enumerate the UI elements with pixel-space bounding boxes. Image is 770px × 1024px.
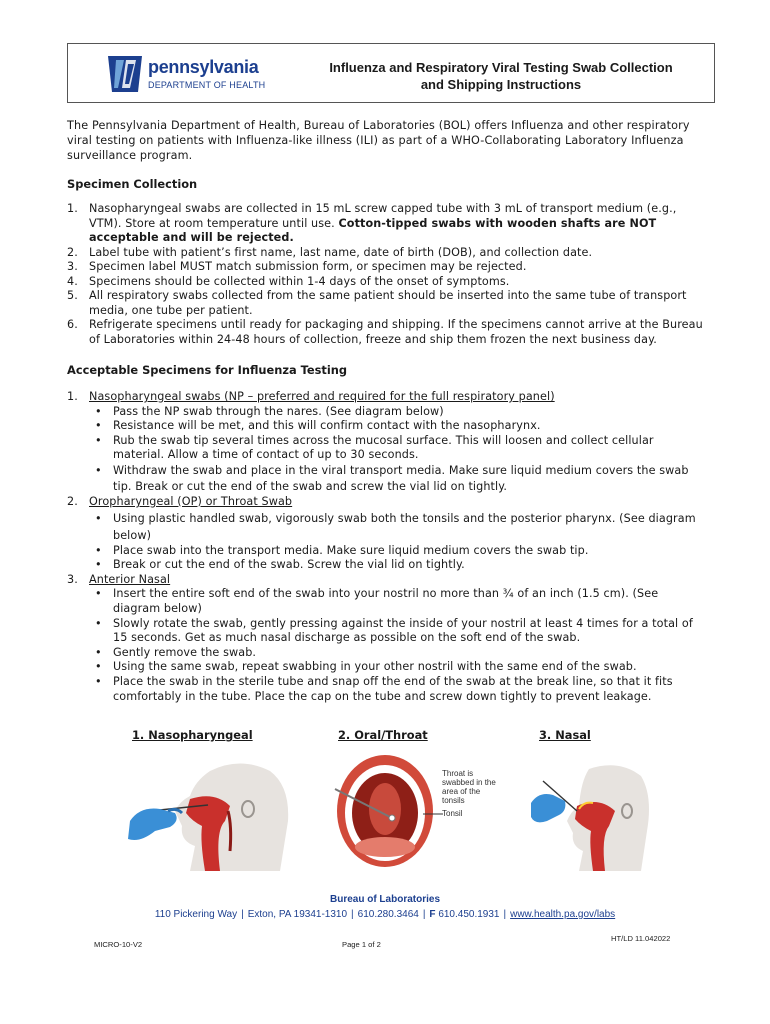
np-swab-illustration	[120, 751, 310, 871]
acceptable-specimens-heading: Acceptable Specimens for Influenza Testing	[67, 363, 348, 377]
revision-code: HT/LD 11.042022	[611, 934, 671, 943]
nasal-section: 3. Anterior Nasal • Insert the entire soft end of the swab into your nostril no more than ¾ of an inch (1.5 cm). (See diagram below) • Slowly rotate the swab, gently pressing against the inside of your nostril at least 4 times for a total of 15 seconds. Get as much nasal discharge as possible on the soft end of the swab. • Gently remove the swab. • Using the same swab, repeat swabbing in your other nostril with the same end of the swab. • Place the swab in the sterile tube and snap off the end of the swab at the break line, so that it fits comfortably in the tube. Place the cap on the tube and screw down tightly to prevent leakage.	[67, 573, 707, 704]
list-item: • Gently remove the swab.	[95, 645, 257, 659]
diagram-nasal	[523, 723, 651, 873]
op-section-title: Oropharyngeal (OP) or Throat Swab	[89, 494, 293, 508]
footer-fax: 610.450.1931	[438, 909, 500, 920]
diagram-heading: 3. Nasal	[539, 728, 591, 742]
title-line-2: and Shipping Instructions	[420, 77, 582, 92]
list-item: • Rub the swab tip several times across the mucosal surface. This will loosen and collect cellular material. Allow a time of contact of up to 30 seconds.	[95, 433, 654, 462]
footer-website-link[interactable]: www.health.pa.gov/labs	[510, 909, 616, 920]
op-section: 2. Oropharyngeal (OP) or Throat Swab • Using plastic handled swab, vigorously swab both the tonsils and the posterior pharynx. (See diagram below) • Place swab into the transport media. Make sure liquid medium covers the swab tip. • Break or cut the end of the swab. Screw the vial lid on tightly.	[67, 495, 707, 573]
footer-organization: Bureau of Laboratories	[329, 894, 441, 905]
np-section: 1. Nasopharyngeal swabs (NP – preferred and required for the full respiratory panel) • Pass the NP swab through the nares. (See diagram below) • Resistance will be met, and this will confirm contact with the nasopharynx. • Rub the swab tip several times across the mucosal surface. This will loosen and collect cellular material. Allow a time of contact of up to 30 seconds. • Withdraw the swab and place in the viral transport media. Make sure liquid medium covers the swab tip. Break or cut the end of the swab and screw the vial lid on tightly.	[67, 390, 707, 495]
footer-city: Exton, PA 19341-1310	[247, 909, 348, 920]
list-item: • Place swab into the transport media. Make sure liquid medium covers the swab tip.	[95, 543, 589, 557]
footer-contact: 110 Pickering Way | Exton, PA 19341-1310 | 610.280.3464 | F 610.450.1931 | www.health.pa.gov/labs	[154, 909, 616, 920]
diagram-nasopharyngeal	[118, 723, 318, 873]
tonsil-pointer-icon	[423, 809, 463, 819]
nasal-section-title: Anterior Nasal	[89, 572, 171, 586]
list-item: • Resistance will be met, and this will confirm contact with the nasopharynx.	[95, 419, 541, 433]
tonsil-label: Tonsil	[442, 809, 463, 818]
document-title	[296, 59, 706, 93]
footer-fax-label: F	[429, 909, 436, 920]
swab-diagrams	[118, 723, 651, 873]
form-id: MICRO-10-V2	[94, 940, 143, 949]
list-item: • Withdraw the swab and place in the viral transport media. Make sure liquid medium covers the swab tip. Break or cut the end of the swab and screw the vial lid on tightly.	[95, 463, 689, 493]
diagram-heading: 1. Nasopharyngeal	[132, 728, 253, 742]
list-item: 6. Refrigerate specimens until ready for packaging and shipping. If the specimens cannot arrive at the Bureau of Laboratories within 24-48 hours of collection, freeze and ship them frozen the next business day.	[67, 318, 703, 346]
diagram-heading: 2. Oral/Throat	[338, 728, 428, 742]
acceptable-specimens-list	[67, 390, 707, 704]
list-item: 1. Nasopharyngeal swabs are collected in 15 mL screw capped tube with 3 mL of transport medium (e.g., VTM). Store at room temperature until use. Cotton-tipped swabs with wooden shafts are NOT acceptable and will be rejected.	[67, 202, 677, 244]
list-item: 3. Specimen label MUST match submission form, or specimen may be rejected.	[67, 260, 527, 273]
list-item: • Place the swab in the sterile tube and snap off the end of the swab at the break line, so that it fits comfortably in the tube. Place the cap on the tube and screw down tightly to prevent leakage.	[95, 674, 673, 703]
list-item: 4. Specimens should be collected within 1-4 days of the onset of symptoms.	[67, 274, 510, 288]
diagram-oral-throat	[318, 723, 523, 873]
pa-doh-logo	[104, 54, 274, 94]
nasal-swab-illustration	[529, 751, 657, 871]
logo-wordmark: pennsylvania	[148, 57, 259, 77]
list-item: 2. Label tube with patient’s first name, last name, date of birth (DOB), and collection date.	[67, 245, 593, 259]
list-item: 5. All respiratory swabs collected from the same patient should be inserted into the same tube of transport media, one tube per patient.	[67, 289, 687, 317]
list-item: • Break or cut the end of the swab. Screw the vial lid on tightly.	[95, 558, 465, 572]
list-item: • Insert the entire soft end of the swab into your nostril no more than ¾ of an inch (1.5 cm). (See diagram below)	[95, 587, 659, 615]
intro-paragraph: The Pennsylvania Department of Health, Bureau of Laboratories (BOL) offers Influenza and other respiratory viral testing on patients with Influenza-like illness (ILI) as part of a WHO-Collaborating Laboratory Influenza surveillance program.	[67, 119, 690, 162]
np-section-title: Nasopharyngeal swabs (NP – preferred and required for the full respiratory panel)	[89, 390, 555, 403]
specimen-collection-heading: Specimen Collection	[67, 177, 198, 191]
footer-address: 110 Pickering Way	[154, 909, 238, 920]
page-number: Page 1 of 2	[342, 940, 381, 949]
logo-department: DEPARTMENT OF HEALTH	[148, 80, 266, 90]
keystone-icon	[104, 54, 146, 94]
list-item: • Pass the NP swab through the nares. (See diagram below)	[95, 404, 444, 418]
throat-note: Throat is swabbed in the area of the tonsils	[442, 769, 496, 805]
specimen-collection-list	[67, 202, 707, 347]
list-item: • Slowly rotate the swab, gently pressing against the inside of your nostril at least 4 times for a total of 15 seconds. Get as much nasal discharge as possible on the soft end of the swab.	[95, 616, 693, 645]
list-item: • Using plastic handled swab, vigorously swab both the tonsils and the posterior pharynx. (See diagram below)	[95, 511, 696, 542]
footer-phone: 610.280.3464	[357, 909, 419, 920]
document-header	[67, 43, 715, 103]
list-item: • Using the same swab, repeat swabbing in your other nostril with the same end of the swab.	[95, 660, 637, 674]
title-line-1: Influenza and Respiratory Viral Testing Swab Collection	[329, 60, 673, 75]
